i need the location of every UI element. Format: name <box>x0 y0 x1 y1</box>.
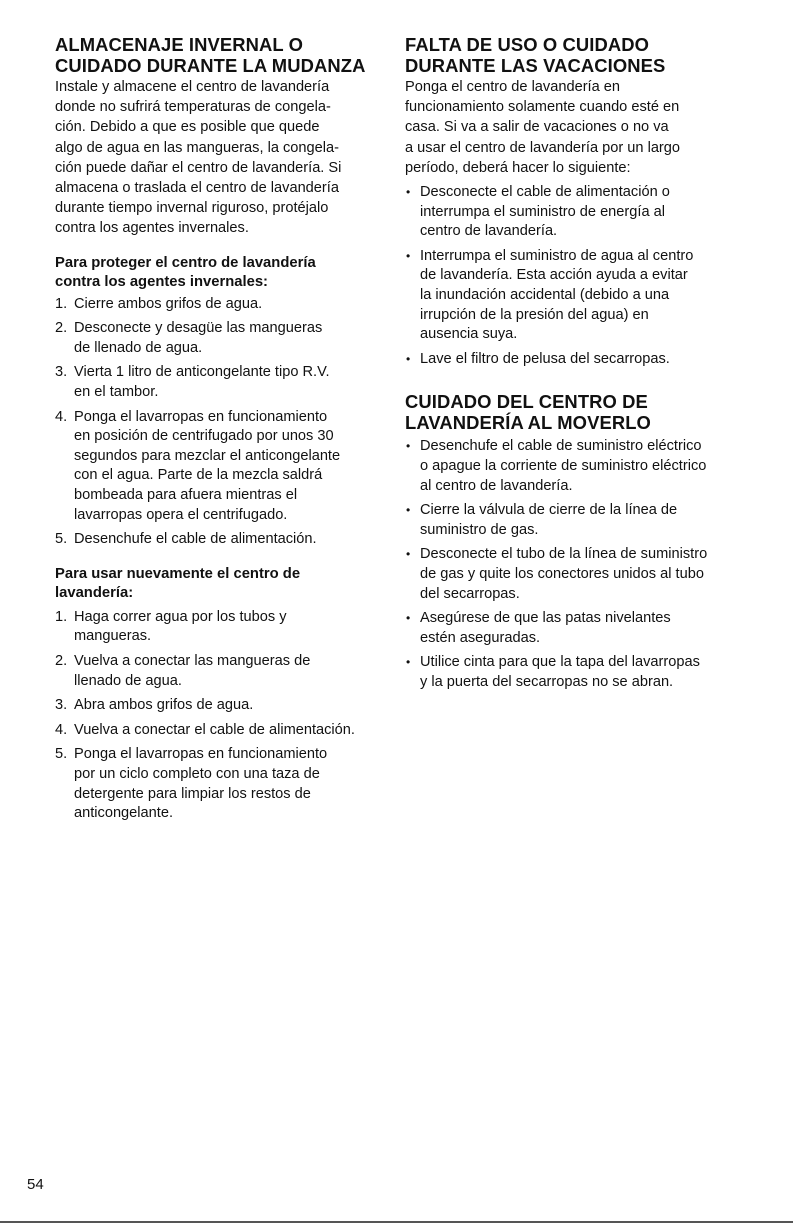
list-item: • Desenchufe el cable de suministro eléctrico o apague la corriente de suministro eléctrico al centro de lavandería. <box>406 438 707 494</box>
vacation-bullet-list <box>405 183 745 369</box>
list-item: 1. Haga correr agua por los tubos y mangueras. <box>55 608 287 645</box>
list-item: • Cierre la válvula de cierre de la línea de suministro de gas. <box>406 502 678 538</box>
list-item: 2. Desconecte y desagüe las mangueras de llenado de agua. <box>55 320 323 356</box>
list-item: • Interrumpa el suministro de agua al centro de lavandería. Esta acción ayuda a evitar la inundación accidental (debido a una irrupción de la presión del agua) en ausencia suya. <box>406 247 694 343</box>
list-item: 4. Vuelva a conectar el cable de alimentación. <box>55 721 355 738</box>
vacation-heading: FALTA DE USO O CUIDADO DURANTE LAS VACACIONES <box>405 34 666 76</box>
reuse-steps-list <box>55 608 393 824</box>
bullet-icon: • <box>406 248 411 263</box>
list-item: 3. Abra ambos grifos de agua. <box>55 697 254 714</box>
bullet-icon: • <box>406 655 411 670</box>
list-item: 5. Desenchufe el cable de alimentación. <box>55 531 317 548</box>
bottom-divider <box>0 1221 793 1223</box>
moving-bullet-list <box>405 437 745 692</box>
protect-steps-list <box>55 295 393 550</box>
list-item: • Asegúrese de que las patas nivelantes estén aseguradas. <box>406 610 671 646</box>
winter-storage-heading: ALMACENAJE INVERNAL O CUIDADO DURANTE LA MUDANZA <box>55 34 366 76</box>
right-column <box>405 34 745 692</box>
bullet-icon: • <box>406 547 411 562</box>
winter-storage-paragraph: Instale y almacene el centro de lavandería donde no sufrirá temperaturas de congela- ción. Debido a que es posible que quede algo de agua en las mangueras, la congela- ción puede dañar el centro de lavandería. Si almacena o traslada el centro de lavandería durante tiempo invernal riguroso, protéjalo contra los agentes invernales. <box>55 79 342 237</box>
bullet-icon: • <box>406 503 411 518</box>
list-item: • Lave el filtro de pelusa del secarropas. <box>405 350 745 370</box>
bullet-icon: • <box>406 439 411 454</box>
moving-heading: CUIDADO DEL CENTRO DE LAVANDERÍA AL MOVERLO <box>405 391 651 434</box>
list-item: 3. Vierta 1 litro de anticongelante tipo R.V. en el tambor. <box>55 364 330 400</box>
bullet-icon: • <box>406 185 411 200</box>
left-column <box>55 34 393 824</box>
list-item: • Desconecte el cable de alimentación o interrumpa el suministro de energía al centro de lavandería. <box>406 184 670 240</box>
protect-subheading: Para proteger el centro de lavandería contra los agentes invernales: <box>55 254 316 290</box>
list-item: 2. Vuelva a conectar las mangueras de llenado de agua. <box>55 652 311 689</box>
list-item: 1. Cierre ambos grifos de agua. <box>55 295 263 312</box>
bullet-icon: • <box>406 351 411 366</box>
bullet-icon: • <box>406 611 411 626</box>
reuse-subheading: Para usar nuevamente el centro de lavandería: <box>55 565 301 601</box>
list-item: 4. Ponga el lavarropas en funcionamiento en posición de centrifugado por unos 30 segundos para mezclar el anticongelante con el agua. Parte de la mezcla saldrá bombeada para afuera mientras el lavarropas opera el centrifugado. <box>55 408 341 523</box>
list-item: 5. Ponga el lavarropas en funcionamiento por un ciclo completo con una taza de detergente para limpiar los restos de anticongelante. <box>55 746 328 822</box>
list-item: • Utilice cinta para que la tapa del lavarropas y la puerta del secarropas no se abran. <box>406 654 700 690</box>
list-item: • Desconecte el tubo de la línea de suministro de gas y quite los conectores unidos al tubo del secarropas. <box>406 546 708 602</box>
page-number: 54 <box>27 1176 44 1193</box>
vacation-paragraph: Ponga el centro de lavandería en funcionamiento solamente cuando esté en casa. Si va a salir de vacaciones o no va a usar el centro de lavandería por un largo período, deberá hacer lo siguiente: <box>405 79 681 176</box>
